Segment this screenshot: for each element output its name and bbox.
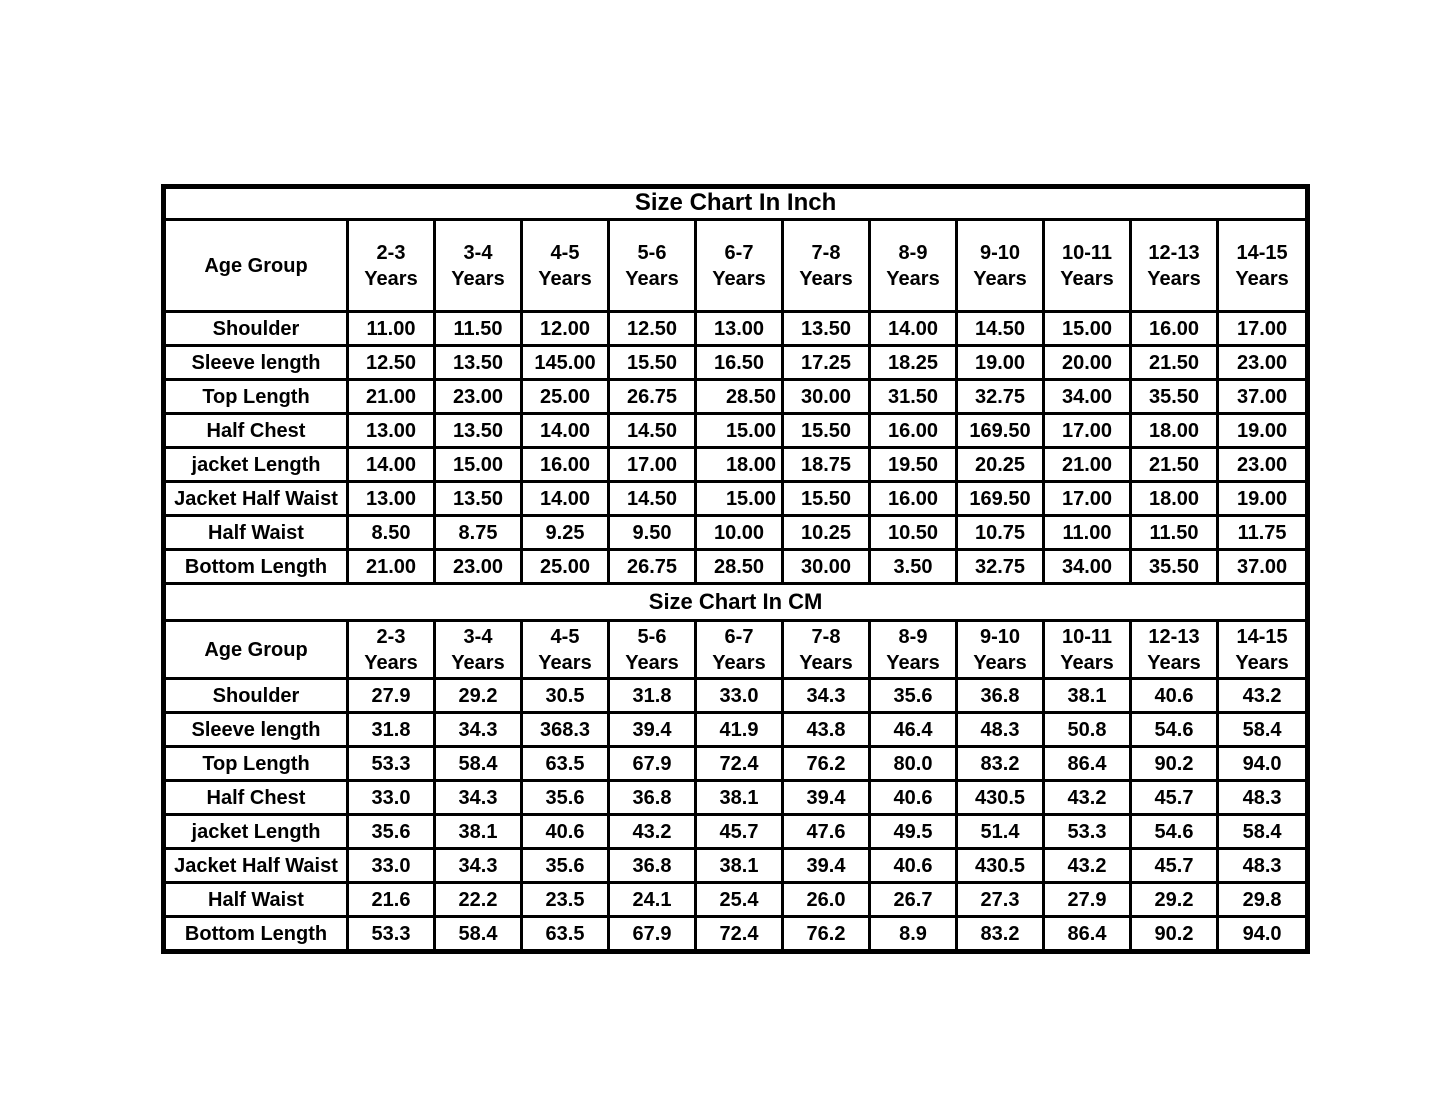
table-cell: 48.3	[1218, 781, 1308, 815]
table-row	[164, 516, 1308, 550]
table-row	[164, 781, 1308, 815]
table-cell: 72.4	[696, 917, 783, 952]
table-cell: 11.50	[435, 312, 522, 346]
age-years-label: Years	[799, 267, 853, 290]
age-group-column-header	[870, 220, 957, 312]
age-group-column-header	[696, 220, 783, 312]
table-cell: 21.6	[348, 883, 435, 917]
table-cell: 145.00	[522, 346, 609, 380]
table-cell: 11.50	[1131, 516, 1218, 550]
table-cell: 38.1	[435, 815, 522, 849]
table-cell: 32.75	[957, 550, 1044, 584]
table-cell: 26.7	[870, 883, 957, 917]
age-group-column-header	[609, 621, 696, 679]
row-label: Jacket Half Waist	[164, 482, 348, 516]
table-cell: 34.00	[1044, 550, 1131, 584]
table-cell: 19.50	[870, 448, 957, 482]
table-cell: 38.1	[1044, 679, 1131, 713]
table-cell: 13.00	[348, 482, 435, 516]
table-cell: 27.9	[348, 679, 435, 713]
age-group-column-header	[696, 621, 783, 679]
age-years-label: Years	[712, 651, 766, 674]
table-cell: 29.2	[1131, 883, 1218, 917]
age-range-label: 6-7	[724, 625, 754, 648]
table-cell: 32.75	[957, 380, 1044, 414]
table-cell: 18.00	[696, 448, 783, 482]
table-cell: 45.7	[1131, 849, 1218, 883]
table-cell: 39.4	[783, 781, 870, 815]
table-cell: 43.2	[1218, 679, 1308, 713]
row-label: Half Waist	[164, 883, 348, 917]
table-cell: 17.00	[609, 448, 696, 482]
table-cell: 25.00	[522, 380, 609, 414]
age-range-label: 10-11	[1061, 241, 1113, 264]
table-cell: 12.50	[348, 346, 435, 380]
age-range-label: 3-4	[463, 241, 493, 264]
table-cell: 67.9	[609, 917, 696, 952]
table-row	[164, 849, 1308, 883]
age-group-column-header	[783, 220, 870, 312]
row-label: Bottom Length	[164, 550, 348, 584]
row-label: jacket Length	[164, 448, 348, 482]
row-label: Top Length	[164, 747, 348, 781]
table-cell: 53.3	[1044, 815, 1131, 849]
age-years-label: Years	[1060, 651, 1114, 674]
table-cell: 36.8	[609, 849, 696, 883]
row-label: Shoulder	[164, 312, 348, 346]
table-cell: 17.00	[1218, 312, 1308, 346]
table-cell: 35.50	[1131, 550, 1218, 584]
table-cell: 34.3	[435, 713, 522, 747]
age-group-column-header	[1131, 621, 1218, 679]
table-cell: 33.0	[696, 679, 783, 713]
age-group-column-header	[348, 621, 435, 679]
table-cell: 28.50	[696, 380, 783, 414]
table-row	[164, 380, 1308, 414]
table-cell: 16.00	[870, 482, 957, 516]
age-range-label: 12-13	[1148, 241, 1200, 264]
age-years-label: Years	[886, 651, 940, 674]
table-cell: 23.00	[435, 550, 522, 584]
table-cell: 34.3	[435, 849, 522, 883]
table-cell: 86.4	[1044, 747, 1131, 781]
table-cell: 34.3	[435, 781, 522, 815]
age-range-label: 2-3	[376, 625, 406, 648]
table-cell: 26.0	[783, 883, 870, 917]
table-cell: 37.00	[1218, 380, 1308, 414]
table-cell: 34.00	[1044, 380, 1131, 414]
age-years-label: Years	[625, 267, 679, 290]
age-group-header: Age Group	[164, 621, 348, 679]
age-range-label: 14-15	[1236, 241, 1288, 264]
age-group-column-header	[1131, 220, 1218, 312]
table-cell: 35.6	[522, 781, 609, 815]
age-range-label: 4-5	[550, 625, 580, 648]
table-cell: 15.50	[783, 414, 870, 448]
age-years-label: Years	[625, 651, 679, 674]
row-label: Half Chest	[164, 414, 348, 448]
age-group-column-header	[957, 220, 1044, 312]
table-cell: 36.8	[609, 781, 696, 815]
table-cell: 14.00	[522, 482, 609, 516]
table-cell: 15.00	[1044, 312, 1131, 346]
age-range-label: 3-4	[463, 625, 493, 648]
table-row	[164, 747, 1308, 781]
table-cell: 58.4	[1218, 713, 1308, 747]
table-cell: 9.25	[522, 516, 609, 550]
table-cell: 15.00	[696, 482, 783, 516]
table-cell: 48.3	[1218, 849, 1308, 883]
table-cell: 13.50	[435, 414, 522, 448]
table-cell: 20.25	[957, 448, 1044, 482]
age-years-label: Years	[1235, 267, 1289, 290]
age-range-label: 2-3	[376, 241, 406, 264]
age-group-column-header	[348, 220, 435, 312]
row-label: Half Waist	[164, 516, 348, 550]
table-cell: 45.7	[1131, 781, 1218, 815]
table-cell: 10.00	[696, 516, 783, 550]
age-years-label: Years	[364, 267, 418, 290]
table-cell: 11.75	[1218, 516, 1308, 550]
age-years-label: Years	[973, 651, 1027, 674]
table-cell: 19.00	[957, 346, 1044, 380]
table-cell: 90.2	[1131, 917, 1218, 952]
table-cell: 18.25	[870, 346, 957, 380]
table-row	[164, 917, 1308, 952]
table-cell: 17.00	[1044, 414, 1131, 448]
row-label: Jacket Half Waist	[164, 849, 348, 883]
table-cell: 27.3	[957, 883, 1044, 917]
age-years-label: Years	[1060, 267, 1114, 290]
table-cell: 14.50	[609, 482, 696, 516]
row-label: Shoulder	[164, 679, 348, 713]
table-cell: 21.00	[1044, 448, 1131, 482]
table-cell: 10.50	[870, 516, 957, 550]
table-cell: 21.50	[1131, 448, 1218, 482]
age-years-label: Years	[538, 267, 592, 290]
table-cell: 430.5	[957, 849, 1044, 883]
table-cell: 26.75	[609, 380, 696, 414]
table-cell: 14.00	[870, 312, 957, 346]
age-range-label: 7-8	[811, 625, 841, 648]
age-years-label: Years	[364, 651, 418, 674]
table-cell: 23.5	[522, 883, 609, 917]
table-cell: 10.75	[957, 516, 1044, 550]
row-label: Sleeve length	[164, 713, 348, 747]
table-cell: 8.75	[435, 516, 522, 550]
table-cell: 53.3	[348, 747, 435, 781]
table-row	[164, 815, 1308, 849]
size-chart-table	[161, 184, 1310, 954]
table-cell: 53.3	[348, 917, 435, 952]
age-group-column-header	[1218, 220, 1308, 312]
age-years-label: Years	[538, 651, 592, 674]
age-group-header: Age Group	[164, 220, 348, 312]
table-cell: 34.3	[783, 679, 870, 713]
row-label: Half Chest	[164, 781, 348, 815]
table-cell: 31.50	[870, 380, 957, 414]
section-title-row	[164, 584, 1308, 621]
age-years-label: Years	[1147, 651, 1201, 674]
table-cell: 51.4	[957, 815, 1044, 849]
table-cell: 24.1	[609, 883, 696, 917]
age-range-label: 6-7	[724, 241, 754, 264]
age-range-label: 12-13	[1148, 625, 1200, 648]
header-row	[164, 220, 1308, 312]
age-range-label: 9-10	[979, 241, 1021, 264]
table-cell: 46.4	[870, 713, 957, 747]
table-cell: 368.3	[522, 713, 609, 747]
table-cell: 18.00	[1131, 414, 1218, 448]
table-cell: 38.1	[696, 849, 783, 883]
table-cell: 17.25	[783, 346, 870, 380]
table-row	[164, 414, 1308, 448]
age-group-column-header	[870, 621, 957, 679]
age-years-label: Years	[1235, 651, 1289, 674]
table-cell: 13.50	[435, 482, 522, 516]
age-group-column-header	[783, 621, 870, 679]
table-cell: 50.8	[1044, 713, 1131, 747]
table-cell: 76.2	[783, 747, 870, 781]
table-cell: 13.50	[783, 312, 870, 346]
table-cell: 27.9	[1044, 883, 1131, 917]
row-label: Sleeve length	[164, 346, 348, 380]
table-cell: 13.00	[696, 312, 783, 346]
table-cell: 41.9	[696, 713, 783, 747]
table-cell: 12.00	[522, 312, 609, 346]
age-group-column-header	[1044, 220, 1131, 312]
table-cell: 29.8	[1218, 883, 1308, 917]
table-cell: 169.50	[957, 414, 1044, 448]
table-cell: 63.5	[522, 747, 609, 781]
age-range-label: 10-11	[1061, 625, 1113, 648]
table-cell: 38.1	[696, 781, 783, 815]
age-group-column-header	[522, 621, 609, 679]
table-cell: 39.4	[609, 713, 696, 747]
table-cell: 21.00	[348, 380, 435, 414]
table-cell: 16.00	[1131, 312, 1218, 346]
table-cell: 169.50	[957, 482, 1044, 516]
table-cell: 47.6	[783, 815, 870, 849]
table-cell: 14.50	[609, 414, 696, 448]
table-cell: 43.8	[783, 713, 870, 747]
table-cell: 49.5	[870, 815, 957, 849]
table-cell: 31.8	[348, 713, 435, 747]
table-cell: 26.75	[609, 550, 696, 584]
table-cell: 94.0	[1218, 917, 1308, 952]
table-cell: 35.6	[348, 815, 435, 849]
table-cell: 43.2	[609, 815, 696, 849]
table-cell: 18.00	[1131, 482, 1218, 516]
table-cell: 83.2	[957, 917, 1044, 952]
table-cell: 16.50	[696, 346, 783, 380]
table-cell: 90.2	[1131, 747, 1218, 781]
table-row	[164, 482, 1308, 516]
header-row	[164, 621, 1308, 679]
table-row	[164, 550, 1308, 584]
table-cell: 9.50	[609, 516, 696, 550]
table-cell: 58.4	[435, 747, 522, 781]
table-cell: 14.50	[957, 312, 1044, 346]
table-cell: 35.6	[522, 849, 609, 883]
table-cell: 15.00	[696, 414, 783, 448]
table-cell: 23.00	[1218, 448, 1308, 482]
table-cell: 40.6	[870, 849, 957, 883]
section-title: Size Chart In CM	[164, 584, 1308, 621]
table-cell: 13.00	[348, 414, 435, 448]
table-cell: 54.6	[1131, 713, 1218, 747]
table-cell: 39.4	[783, 849, 870, 883]
table-cell: 16.00	[522, 448, 609, 482]
table-cell: 58.4	[435, 917, 522, 952]
table-cell: 83.2	[957, 747, 1044, 781]
age-range-label: 9-10	[979, 625, 1021, 648]
table-cell: 430.5	[957, 781, 1044, 815]
table-cell: 23.00	[1218, 346, 1308, 380]
age-group-column-header	[522, 220, 609, 312]
age-range-label: 5-6	[637, 241, 667, 264]
table-cell: 25.4	[696, 883, 783, 917]
table-row	[164, 679, 1308, 713]
table-cell: 10.25	[783, 516, 870, 550]
table-cell: 21.00	[348, 550, 435, 584]
table-cell: 40.6	[1131, 679, 1218, 713]
table-cell: 19.00	[1218, 482, 1308, 516]
age-range-label: 14-15	[1236, 625, 1288, 648]
table-cell: 33.0	[348, 849, 435, 883]
age-range-label: 5-6	[637, 625, 667, 648]
table-cell: 28.50	[696, 550, 783, 584]
age-years-label: Years	[886, 267, 940, 290]
table-cell: 80.0	[870, 747, 957, 781]
table-cell: 43.2	[1044, 849, 1131, 883]
table-cell: 12.50	[609, 312, 696, 346]
table-cell: 29.2	[435, 679, 522, 713]
table-cell: 22.2	[435, 883, 522, 917]
row-label: Bottom Length	[164, 917, 348, 952]
table-cell: 30.00	[783, 550, 870, 584]
table-cell: 30.5	[522, 679, 609, 713]
age-years-label: Years	[973, 267, 1027, 290]
row-label: jacket Length	[164, 815, 348, 849]
table-cell: 48.3	[957, 713, 1044, 747]
table-cell: 63.5	[522, 917, 609, 952]
table-cell: 36.8	[957, 679, 1044, 713]
table-cell: 40.6	[522, 815, 609, 849]
table-cell: 23.00	[435, 380, 522, 414]
age-group-column-header	[435, 621, 522, 679]
table-cell: 21.50	[1131, 346, 1218, 380]
table-cell: 8.9	[870, 917, 957, 952]
table-row	[164, 883, 1308, 917]
table-cell: 37.00	[1218, 550, 1308, 584]
table-cell: 45.7	[696, 815, 783, 849]
table-cell: 43.2	[1044, 781, 1131, 815]
table-cell: 31.8	[609, 679, 696, 713]
table-cell: 14.00	[522, 414, 609, 448]
table-cell: 15.00	[435, 448, 522, 482]
age-years-label: Years	[1147, 267, 1201, 290]
table-cell: 15.50	[609, 346, 696, 380]
table-cell: 35.50	[1131, 380, 1218, 414]
table-row	[164, 448, 1308, 482]
table-cell: 76.2	[783, 917, 870, 952]
age-range-label: 8-9	[898, 625, 928, 648]
section-title-row	[164, 187, 1308, 220]
table-cell: 30.00	[783, 380, 870, 414]
age-range-label: 7-8	[811, 241, 841, 264]
age-years-label: Years	[451, 651, 505, 674]
table-cell: 8.50	[348, 516, 435, 550]
table-cell: 17.00	[1044, 482, 1131, 516]
table-row	[164, 346, 1308, 380]
table-cell: 20.00	[1044, 346, 1131, 380]
table-cell: 16.00	[870, 414, 957, 448]
age-range-label: 4-5	[550, 241, 580, 264]
age-years-label: Years	[712, 267, 766, 290]
table-row	[164, 312, 1308, 346]
table-cell: 72.4	[696, 747, 783, 781]
table-cell: 54.6	[1131, 815, 1218, 849]
size-chart-body	[164, 187, 1308, 952]
table-cell: 11.00	[1044, 516, 1131, 550]
age-range-label: 8-9	[898, 241, 928, 264]
table-cell: 25.00	[522, 550, 609, 584]
table-cell: 11.00	[348, 312, 435, 346]
table-cell: 18.75	[783, 448, 870, 482]
table-cell: 33.0	[348, 781, 435, 815]
table-cell: 3.50	[870, 550, 957, 584]
table-cell: 58.4	[1218, 815, 1308, 849]
table-cell: 19.00	[1218, 414, 1308, 448]
table-cell: 13.50	[435, 346, 522, 380]
table-row	[164, 713, 1308, 747]
row-label: Top Length	[164, 380, 348, 414]
age-group-column-header	[1218, 621, 1308, 679]
age-group-column-header	[435, 220, 522, 312]
table-cell: 40.6	[870, 781, 957, 815]
age-years-label: Years	[451, 267, 505, 290]
table-cell: 15.50	[783, 482, 870, 516]
age-group-column-header	[609, 220, 696, 312]
table-cell: 35.6	[870, 679, 957, 713]
table-cell: 86.4	[1044, 917, 1131, 952]
age-group-column-header	[957, 621, 1044, 679]
table-cell: 94.0	[1218, 747, 1308, 781]
section-title: Size Chart In Inch	[164, 187, 1308, 220]
table-cell: 67.9	[609, 747, 696, 781]
age-years-label: Years	[799, 651, 853, 674]
age-group-column-header	[1044, 621, 1131, 679]
table-cell: 14.00	[348, 448, 435, 482]
